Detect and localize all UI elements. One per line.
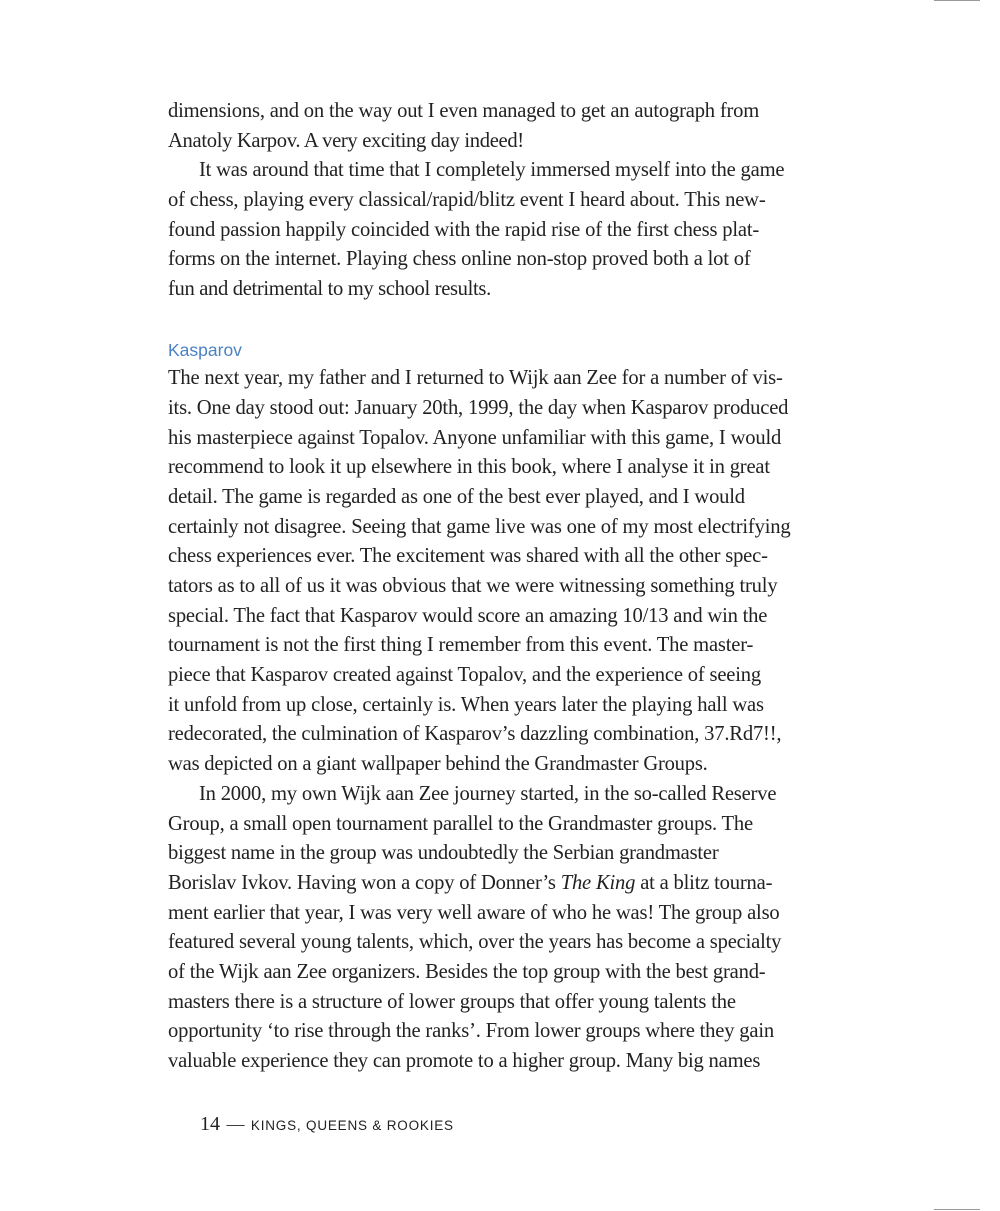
text-line: was depicted on a giant wallpaper behind the Grandmaster Groups. <box>168 753 708 776</box>
paragraph-continued <box>168 97 868 156</box>
text-line: Anatoly Karpov. A very exciting day indeed! <box>168 129 524 152</box>
text-line: found passion happily coincided with the rapid rise of the first chess plat- <box>168 218 760 241</box>
text-line: featured several young talents, which, over the years has become a specialty <box>168 931 782 954</box>
footer-separator: — <box>226 1114 245 1134</box>
text-line: redecorated, the culmination of Kasparov’s dazzling combination, 37.Rd7!!, <box>168 723 782 746</box>
text-line: dimensions, and on the way out I even managed to get an autograph from <box>168 100 760 122</box>
text-line: detail. The game is regarded as one of the best ever played, and I would <box>168 485 745 508</box>
text-line: it unfold from up close, certainly is. When years later the playing hall was <box>168 693 764 716</box>
running-title: KINGS, QUEENS & ROOKIES <box>250 1118 454 1133</box>
crop-mark-bottom <box>934 1209 980 1210</box>
text-line: biggest name in the group was undoubtedly the Serbian grandmaster <box>168 842 719 865</box>
text-line: recommend to look it up elsewhere in this book, where I analyse it in great <box>168 456 770 479</box>
text-line: It was around that time that I completely immersed myself into the game <box>199 159 785 182</box>
page-body <box>168 97 868 1077</box>
page-footer <box>200 1112 454 1138</box>
section-gap <box>168 305 868 335</box>
section-heading: Kasparov <box>168 339 242 360</box>
text-line: ment earlier that year, I was very well aware of who he was! The group also <box>168 901 780 924</box>
text-span: at a blitz tourna- <box>635 871 773 894</box>
text-line: special. The fact that Kasparov would score an amazing 10/13 and win the <box>168 604 768 627</box>
text-line-with-title <box>168 869 868 899</box>
text-line: its. One day stood out: January 20th, 1999, the day when Kasparov produced <box>168 396 789 419</box>
text-line: of the Wijk aan Zee organizers. Besides the top group with the best grand- <box>168 960 766 983</box>
text-line: The next year, my father and I returned to Wijk aan Zee for a number of vis- <box>168 367 783 390</box>
text-line: fun and detrimental to my school results. <box>168 278 491 301</box>
text-line: valuable experience they can promote to a higher group. Many big names <box>168 1050 761 1072</box>
text-span: Borislav Ivkov. Having won a copy of Donner’s <box>168 871 561 894</box>
text-line: forms on the internet. Playing chess online non-stop proved both a lot of <box>168 248 751 271</box>
text-line: of chess, playing every classical/rapid/blitz event I heard about. This new- <box>168 189 766 212</box>
text-line: tournament is not the first thing I remember from this event. The master- <box>168 634 754 657</box>
crop-mark-top <box>934 0 980 1</box>
paragraph-kasparov <box>168 364 868 780</box>
text-line: chess experiences ever. The excitement was shared with all the other spec- <box>168 545 768 568</box>
text-line: masters there is a structure of lower groups that offer young talents the <box>168 990 736 1013</box>
book-title-italic: The King <box>560 871 636 894</box>
text-line: his masterpiece against Topalov. Anyone unfamiliar with this game, I would <box>168 426 782 449</box>
text-line: tators as to all of us it was obvious that we were witnessing something truly <box>168 575 778 597</box>
text-line: In 2000, my own Wijk aan Zee journey started, in the so-called Reserve <box>199 782 777 805</box>
text-line: Group, a small open tournament parallel to the Grandmaster groups. The <box>168 812 753 835</box>
paragraph-immersed <box>168 156 868 304</box>
text-line: certainly not disagree. Seeing that game live was one of my most electrifying <box>168 515 791 538</box>
paragraph-2000 <box>168 780 868 1077</box>
text-line: piece that Kasparov created against Topalov, and the experience of seeing <box>168 664 761 687</box>
page-number: 14 <box>200 1113 220 1135</box>
text-line: opportunity ‘to rise through the ranks’. From lower groups where they gain <box>168 1020 774 1043</box>
